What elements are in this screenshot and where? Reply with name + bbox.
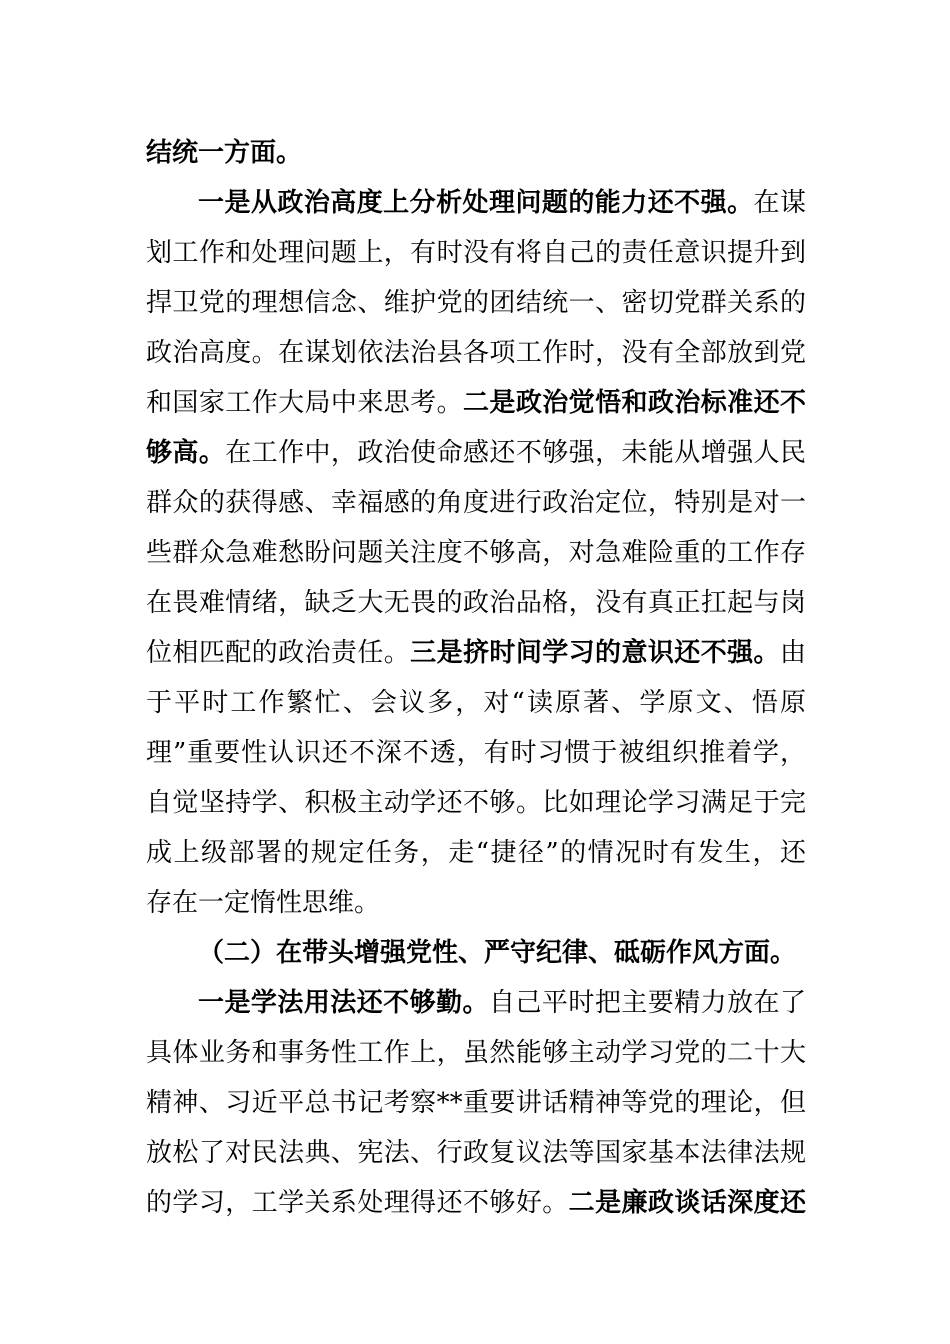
body-text: 理”重要性认识还不深不透，有时习惯于被组织推着学， bbox=[146, 738, 806, 768]
body-text: 存在一定惰性思维。 bbox=[146, 888, 381, 918]
body-text: 于平时工作繁忙、会议多，对“读原著、学原文、悟原 bbox=[146, 688, 806, 718]
body-text: 具体业务和事务性工作上，虽然能够主动学习党的二十大 bbox=[146, 1038, 806, 1068]
text-line bbox=[146, 378, 806, 428]
text-line bbox=[146, 678, 806, 728]
bold-text: 二是政治觉悟和政治标准还不 bbox=[463, 388, 806, 418]
bold-text: 结统一方面。 bbox=[146, 138, 303, 168]
body-text: 在谋 bbox=[753, 188, 806, 218]
body-text: 政治高度。在谋划依法治县各项工作时，没有全部放到党 bbox=[146, 338, 806, 368]
text-line bbox=[146, 878, 806, 928]
body-text: 和国家工作大局中来思考。 bbox=[146, 388, 463, 418]
bold-text: （二）在带头增强党性、严守纪律、砥砺作风方面。 bbox=[198, 938, 797, 968]
text-line bbox=[146, 278, 806, 328]
text-line bbox=[146, 778, 806, 828]
body-text: 放松了对民法典、宪法、行政复议法等国家基本法律法规 bbox=[146, 1138, 806, 1168]
body-text: 些群众急难愁盼问题关注度不够高，对急难险重的工作存 bbox=[146, 538, 806, 568]
text-line bbox=[146, 328, 806, 378]
text-line bbox=[146, 1178, 806, 1228]
body-text: 位相匹配的政治责任。 bbox=[146, 638, 411, 668]
body-text: 精神、习近平总书记考察**重要讲话精神等党的理论，但 bbox=[146, 1088, 806, 1118]
body-text: 成上级部署的规定任务，走“捷径”的情况时有发生，还 bbox=[146, 838, 806, 868]
body-text: 自觉坚持学、积极主动学还不够。比如理论学习满足于完 bbox=[146, 788, 806, 818]
body-text: 在工作中，政治使命感还不够强，未能从增强人民 bbox=[225, 438, 806, 468]
body-text: 划工作和处理问题上，有时没有将自己的责任意识提升到 bbox=[146, 238, 806, 268]
text-line bbox=[146, 1078, 806, 1128]
body-text: 群众的获得感、幸福感的角度进行政治定位，特别是对一 bbox=[146, 488, 806, 518]
text-line bbox=[146, 1028, 806, 1078]
body-text: 捍卫党的理想信念、维护党的团结统一、密切党群关系的 bbox=[146, 288, 806, 318]
bold-text: 三是挤时间学习的意识还不强。 bbox=[410, 638, 780, 668]
text-line bbox=[146, 428, 806, 478]
bold-text: 一是从政治高度上分析处理问题的能力还不强。 bbox=[198, 188, 754, 218]
text-line bbox=[198, 978, 806, 1028]
text-line bbox=[146, 1128, 806, 1178]
text-line bbox=[146, 128, 806, 178]
section-heading bbox=[198, 928, 806, 978]
bold-text: 二是廉政谈话深度还 bbox=[568, 1188, 806, 1218]
bold-text: 够高。 bbox=[146, 438, 226, 468]
text-line bbox=[146, 628, 806, 678]
body-text: 在畏难情绪，缺乏大无畏的政治品格，没有真正扛起与岗 bbox=[146, 588, 806, 618]
bold-text: 一是学法用法还不够勤。 bbox=[198, 988, 489, 1018]
text-line bbox=[146, 528, 806, 578]
text-line bbox=[198, 178, 806, 228]
body-text: 自己平时把主要精力放在了 bbox=[489, 988, 806, 1018]
body-text: 的学习，工学关系处理得还不够好。 bbox=[146, 1188, 569, 1218]
text-line bbox=[146, 728, 806, 778]
body-text: 由 bbox=[779, 638, 806, 668]
text-line bbox=[146, 828, 806, 878]
text-line bbox=[146, 228, 806, 278]
text-line bbox=[146, 478, 806, 528]
text-line bbox=[146, 578, 806, 628]
